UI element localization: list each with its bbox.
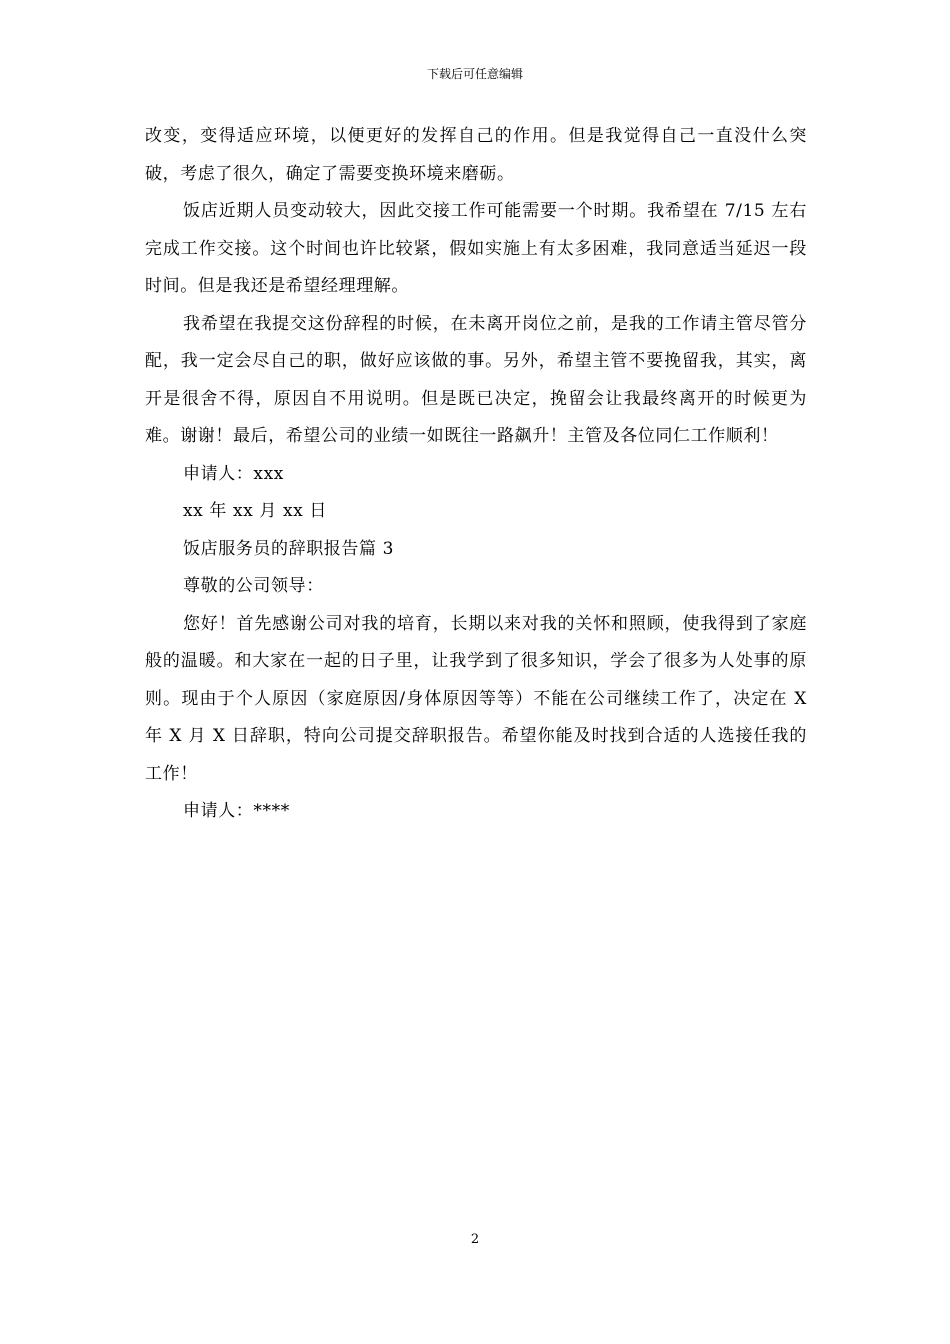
signature-date: xx 年 xx 月 xx 日: [183, 501, 327, 521]
paragraph-request: 我希望在我提交这份辞程的时候，在未离开岗位之前，是我的工作请主管尽管分配，我一定会尽自己的职，做好应该做的事。另外，希望主管不要挽留我，其实，离开是很舍不得，原因自不用说明。但是既已决定，挽留会让我最终离开的时候更为难。谢谢！最后，希望公司的业绩一如既往一路飙升！主管及各位同仁工作顺利！: [145, 313, 807, 446]
paragraph-continuation: 改变，变得适应环境，以便更好的发挥自己的作用。但是我觉得自己一直没什么突破，考虑了很久，确定了需要变换环境来磨砺。: [145, 126, 807, 184]
paragraph-handover: 饭店近期人员变动较大，因此交接工作可能需要一个时期。我希望在 7/15 左右完成工作交接。这个时间也许比较紧，假如实施上有太多困难，我同意适当延迟一段时间。但是我还是希望经理理解。: [145, 201, 807, 296]
applicant-signature: 申请人：xxx: [183, 463, 284, 484]
section-title: 饭店服务员的辞职报告篇 3: [183, 538, 395, 559]
salutation: 尊敬的公司领导：: [183, 576, 324, 596]
applicant-signature-2: 申请人：****: [183, 801, 290, 821]
page-header-note: 下载后可任意编辑: [426, 67, 523, 81]
paragraph-letter-body: 您好！首先感谢公司对我的培育，长期以来对我的关怀和照顾，使我得到了家庭般的温暖。和大家在一起的日子里，让我学到了很多知识，学会了很多为人处事的原则。现由于个人原因（家庭原因/身体原因等等）不能在公司继续工作了，决定在 X 年 X 月 X 日辞职，特向公司提交辞职报告。希望你能及时找到合适的人选接任我的工作！: [145, 613, 807, 784]
page-number: 2: [470, 1232, 480, 1247]
document-body: [145, 118, 807, 831]
